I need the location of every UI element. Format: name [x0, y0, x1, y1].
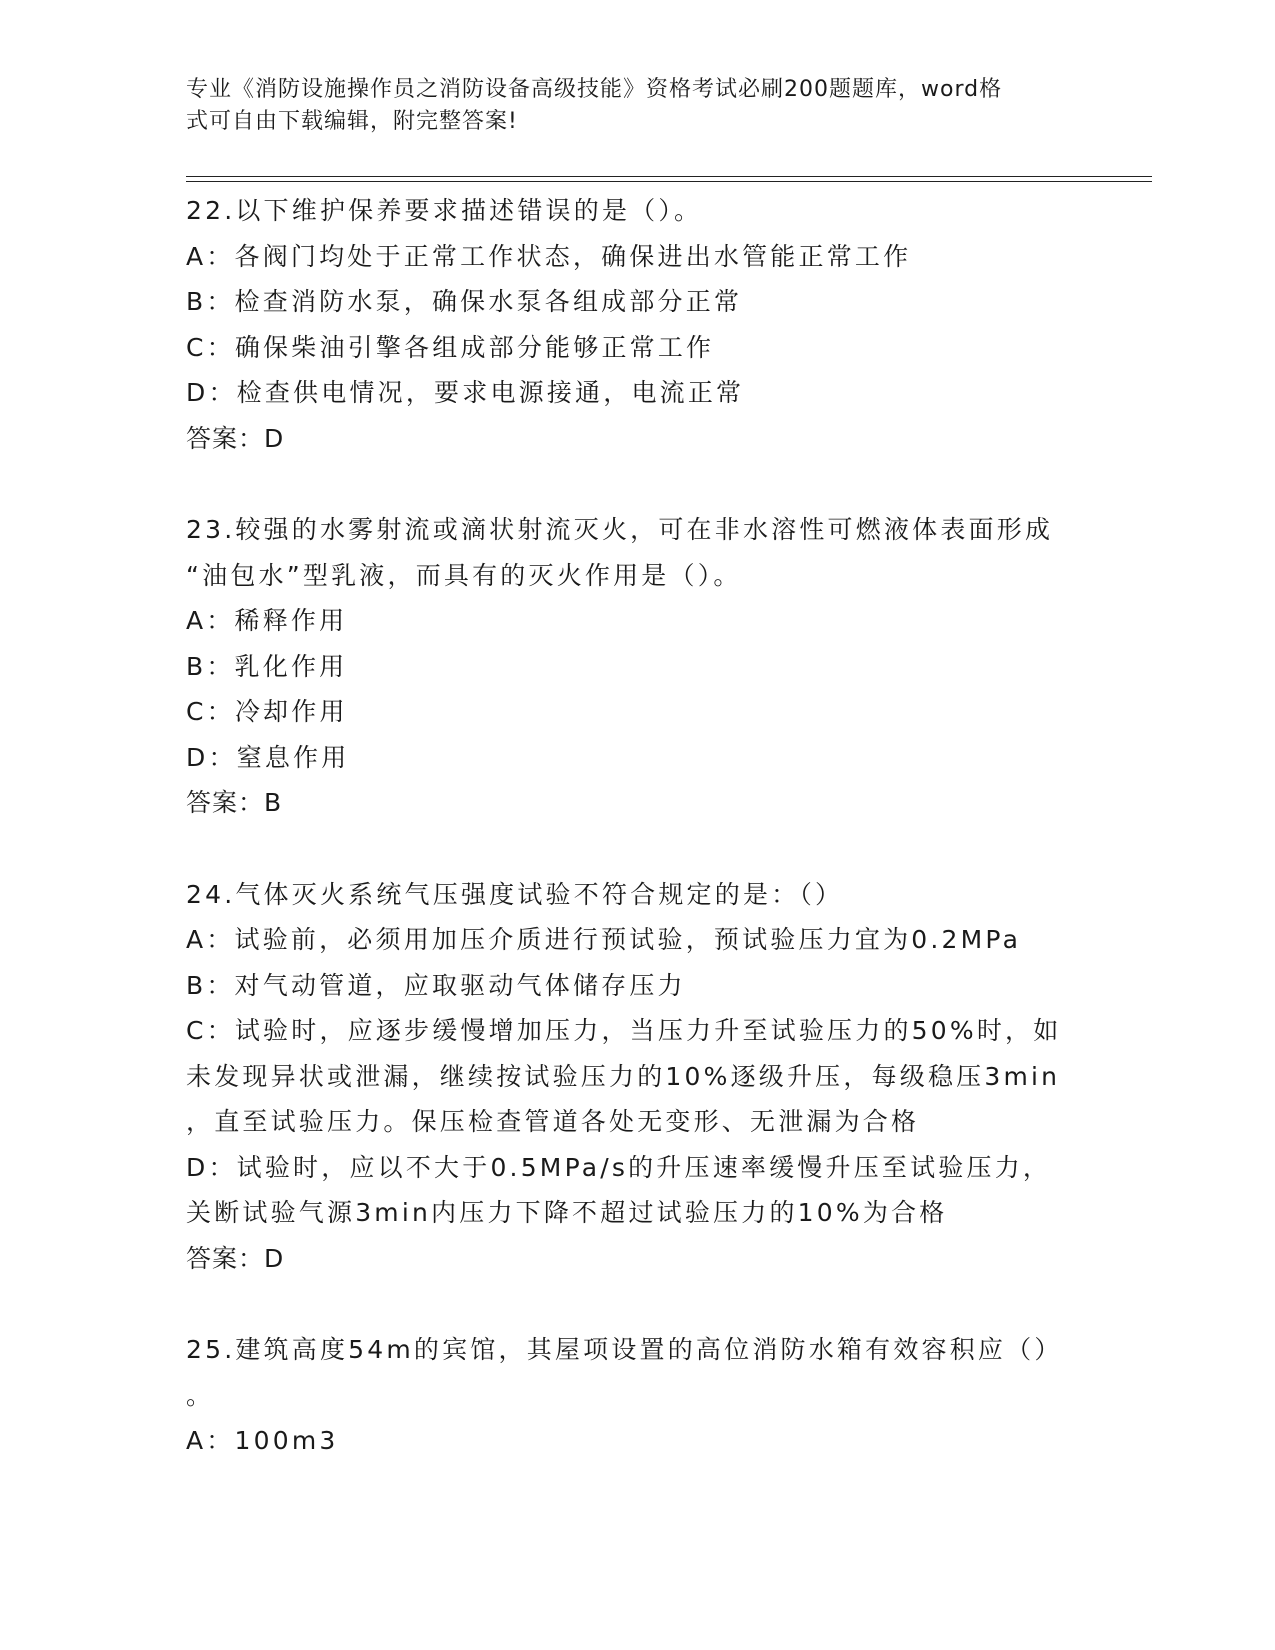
answer: 答案：B [186, 788, 283, 817]
question-22 [186, 188, 1086, 461]
option-c: C：试验时，应逐步缓慢增加压力，当压力升至试验压力的50%时，如 [186, 1016, 1062, 1045]
question-24 [186, 872, 1086, 1282]
option-d: D：窒息作用 [186, 742, 350, 772]
option-d: D：检查供电情况，要求电源接通，电流正常 [186, 378, 745, 407]
option-b: B：乳化作用 [186, 651, 348, 681]
question-stem: 23.较强的水雾射流或滴状射流灭火，可在非水溶性可燃液体表面形成 [186, 515, 1054, 544]
question-stem-continued: 。 [186, 1380, 215, 1410]
answer: 答案：D [186, 1243, 285, 1273]
document-header [186, 74, 1066, 138]
option-a: A：试验前，必须用加压介质进行预试验，预试验压力宜为0.2MPa [186, 925, 1022, 954]
question-stem: 22.以下维护保养要求描述错误的是（）。 [186, 196, 703, 225]
option-b: B：对气动管道，应取驱动气体储存压力 [186, 970, 686, 1000]
header-line-1: 专业《消防设施操作员之消防设备高级技能》资格考试必刷200题题库，word格 [186, 77, 1003, 102]
question-23 [186, 507, 1086, 826]
option-a: A：100m3 [186, 1426, 339, 1455]
question-25 [186, 1327, 1086, 1464]
question-stem: 24.气体灭火系统气压强度试验不符合规定的是：（） [186, 879, 844, 909]
option-c: C：确保柴油引擎各组成部分能够正常工作 [186, 332, 715, 362]
option-d-continued: 关断试验气源3min内压力下降不超过试验压力的10%为合格 [186, 1198, 948, 1227]
question-stem: 25.建筑高度54m的宾馆，其屋项设置的高位消防水箱有效容积应（） [186, 1335, 1063, 1364]
option-a: A：各阀门均处于正常工作状态，确保进出水管能正常工作 [186, 241, 912, 271]
option-b: B：检查消防水泵，确保水泵各组成部分正常 [186, 287, 743, 316]
header-rule-top [186, 176, 1152, 177]
option-c: C：冷却作用 [186, 697, 348, 726]
header-rule-bottom [186, 181, 1152, 182]
question-stem-continued: “油包水”型乳液，而具有的灭火作用是（）。 [186, 560, 742, 590]
question-list [186, 188, 1086, 1510]
answer: 答案：D [186, 423, 285, 453]
header-line-2: 式可自由下载编辑，附完整答案! [186, 109, 518, 134]
option-d: D：试验时，应以不大于0.5MPa/s的升压速率缓慢升压至试验压力， [186, 1152, 1052, 1182]
option-c-continued: ，直至试验压力。保压检查管道各处无变形、无泄漏为合格 [186, 1107, 920, 1136]
option-a: A：稀释作用 [186, 606, 348, 635]
option-c-continued: 未发现异状或泄漏，继续按试验压力的10%逐级升压，每级稳压3min [186, 1061, 1061, 1091]
